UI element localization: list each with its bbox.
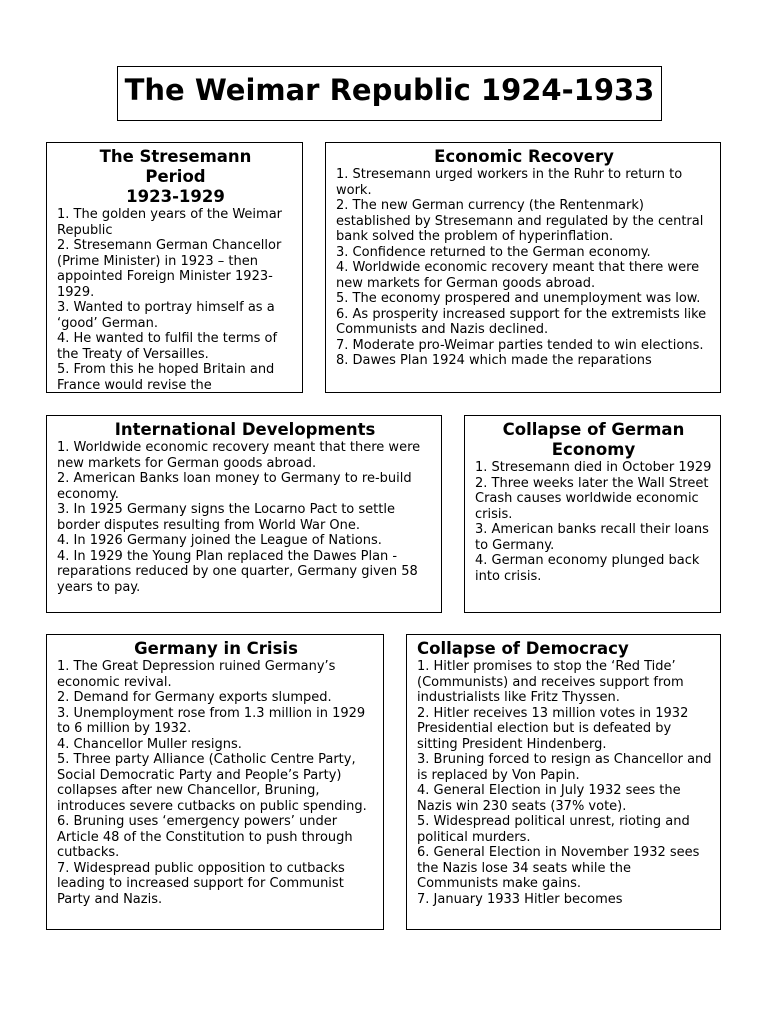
collapse-democracy-points [417, 659, 712, 907]
list-item: 6. Bruning uses ‘emergency powers’ under Article 48 of the Constitution to push through cutbacks. [57, 814, 353, 860]
list-item: 5. The economy prospered and unemployment was low. [336, 291, 701, 306]
collapse-economy-heading [475, 420, 712, 460]
collapse-economy-points [475, 460, 712, 584]
list-item: 7. January 1933 Hitler becomes [417, 891, 623, 907]
list-item: 4. He wanted to fulfil the terms of the Treaty of Versailles. [57, 331, 278, 362]
page-title-box [117, 66, 662, 121]
stresemann-heading [57, 147, 294, 207]
list-item: 3. Unemployment rose from 1.3 million in 1929 to 6 million by 1932. [57, 705, 366, 736]
international-developments-points [57, 440, 433, 595]
list-item: 1. Stresemann died in October 1929 [475, 460, 712, 475]
list-item: 2. Stresemann German Chancellor (Prime Minister) in 1923 – then appointed Foreign Minister 1923-1929. [57, 238, 282, 300]
list-item: 2. American Banks loan money to Germany to re-build economy. [57, 471, 412, 502]
stresemann-heading-line: 1923-1929 [126, 187, 225, 206]
list-item: 3. In 1925 Germany signs the Locarno Pact to settle border disputes resulting from World War One. [57, 502, 395, 533]
collapse-democracy-box [406, 634, 721, 930]
list-item: 5. From this he hoped Britain and France would revise the [57, 362, 275, 393]
economic-recovery-box [325, 142, 721, 393]
list-item: 8. Dawes Plan 1924 which made the reparations [336, 353, 652, 368]
collapse-democracy-heading: Collapse of Democracy [417, 639, 629, 658]
germany-in-crisis-heading: Germany in Crisis [134, 639, 298, 658]
germany-in-crisis-points [57, 659, 375, 907]
collapse-economy-heading-line: Economy [551, 440, 636, 459]
list-item: 1. The Great Depression ruined Germany’s economic revival. [57, 659, 336, 690]
international-developments-heading: International Developments [114, 420, 376, 439]
international-developments-box [46, 415, 442, 613]
collapse-economy-heading-line: Collapse of German [502, 420, 685, 439]
germany-in-crisis-box [46, 634, 384, 930]
list-item: 4. Worldwide economic recovery meant that there were new markets for German goods abroad. [336, 260, 700, 291]
economic-recovery-heading: Economic Recovery [434, 147, 614, 166]
list-item: 2. Demand for Germany exports slumped. [57, 690, 332, 705]
list-item: 7. Widespread public opposition to cutbacks leading to increased support for Communist Party and Nazis. [57, 860, 345, 907]
list-item: 3. Confidence returned to the German economy. [336, 244, 651, 260]
list-item: 4. In 1926 Germany joined the League of Nations. [57, 533, 382, 548]
list-item: 1. The golden years of the Weimar Republic [57, 207, 282, 238]
list-item: 7. Moderate pro-Weimar parties tended to win elections. [336, 337, 704, 353]
list-item: 2. The new German currency (the Rentenmark) established by Stresemann and regulated by the central bank solved the problem of hyperinflation. [336, 198, 704, 244]
page-title: The Weimar Republic 1924-1933 [124, 73, 655, 107]
list-item: 1. Hitler promises to stop the ‘Red Tide’ (Communists) and receives support from industrialists like Fritz Thyssen. [417, 659, 684, 705]
list-item: 3. American banks recall their loans to Germany. [475, 522, 709, 553]
list-item: 4. In 1929 the Young Plan replaced the Dawes Plan - reparations reduced by one quarter, Germany given 58 years to pay. [57, 548, 418, 595]
list-item: 1. Worldwide economic recovery meant that there were new markets for German goods abroad. [57, 440, 421, 471]
list-item: 6. General Election in November 1932 sees the Nazis lose 34 seats while the Communists make gains. [417, 845, 700, 891]
list-item: 1. Stresemann urged workers in the Ruhr to return to work. [336, 167, 683, 198]
list-item: 4. German economy plunged back into crisis. [475, 553, 700, 584]
list-item: 2. Hitler receives 13 million votes in 1932 Presidential election but is defeated by sitting President Hindenberg. [417, 705, 689, 752]
stresemann-period-box [46, 142, 303, 393]
list-item: 5. Widespread political unrest, rioting and political murders. [417, 814, 690, 845]
list-item: 3. Bruning forced to resign as Chancellor and is replaced by Von Papin. [417, 752, 712, 783]
list-item: 2. Three weeks later the Wall Street Crash causes worldwide economic crisis. [475, 475, 709, 522]
list-item: 6. As prosperity increased support for the extremists like Communists and Nazis declined. [336, 306, 707, 337]
stresemann-points [57, 207, 294, 393]
economic-recovery-points [336, 167, 712, 369]
list-item: 4. General Election in July 1932 sees the Nazis win 230 seats (37% vote). [417, 783, 681, 814]
list-item: 4. Chancellor Muller resigns. [57, 736, 242, 752]
collapse-economy-box [464, 415, 721, 613]
stresemann-heading-line: Period [145, 167, 206, 186]
list-item: 5. Three party Alliance (Catholic Centre Party, Social Democratic Party and People’s Party) collapses after new Chancellor, Bruning, introduces severe cutbacks on public spending. [57, 752, 367, 814]
stresemann-heading-line: The Stresemann [99, 147, 252, 166]
list-item: 3. Wanted to portray himself as a ‘good’ German. [57, 300, 275, 331]
